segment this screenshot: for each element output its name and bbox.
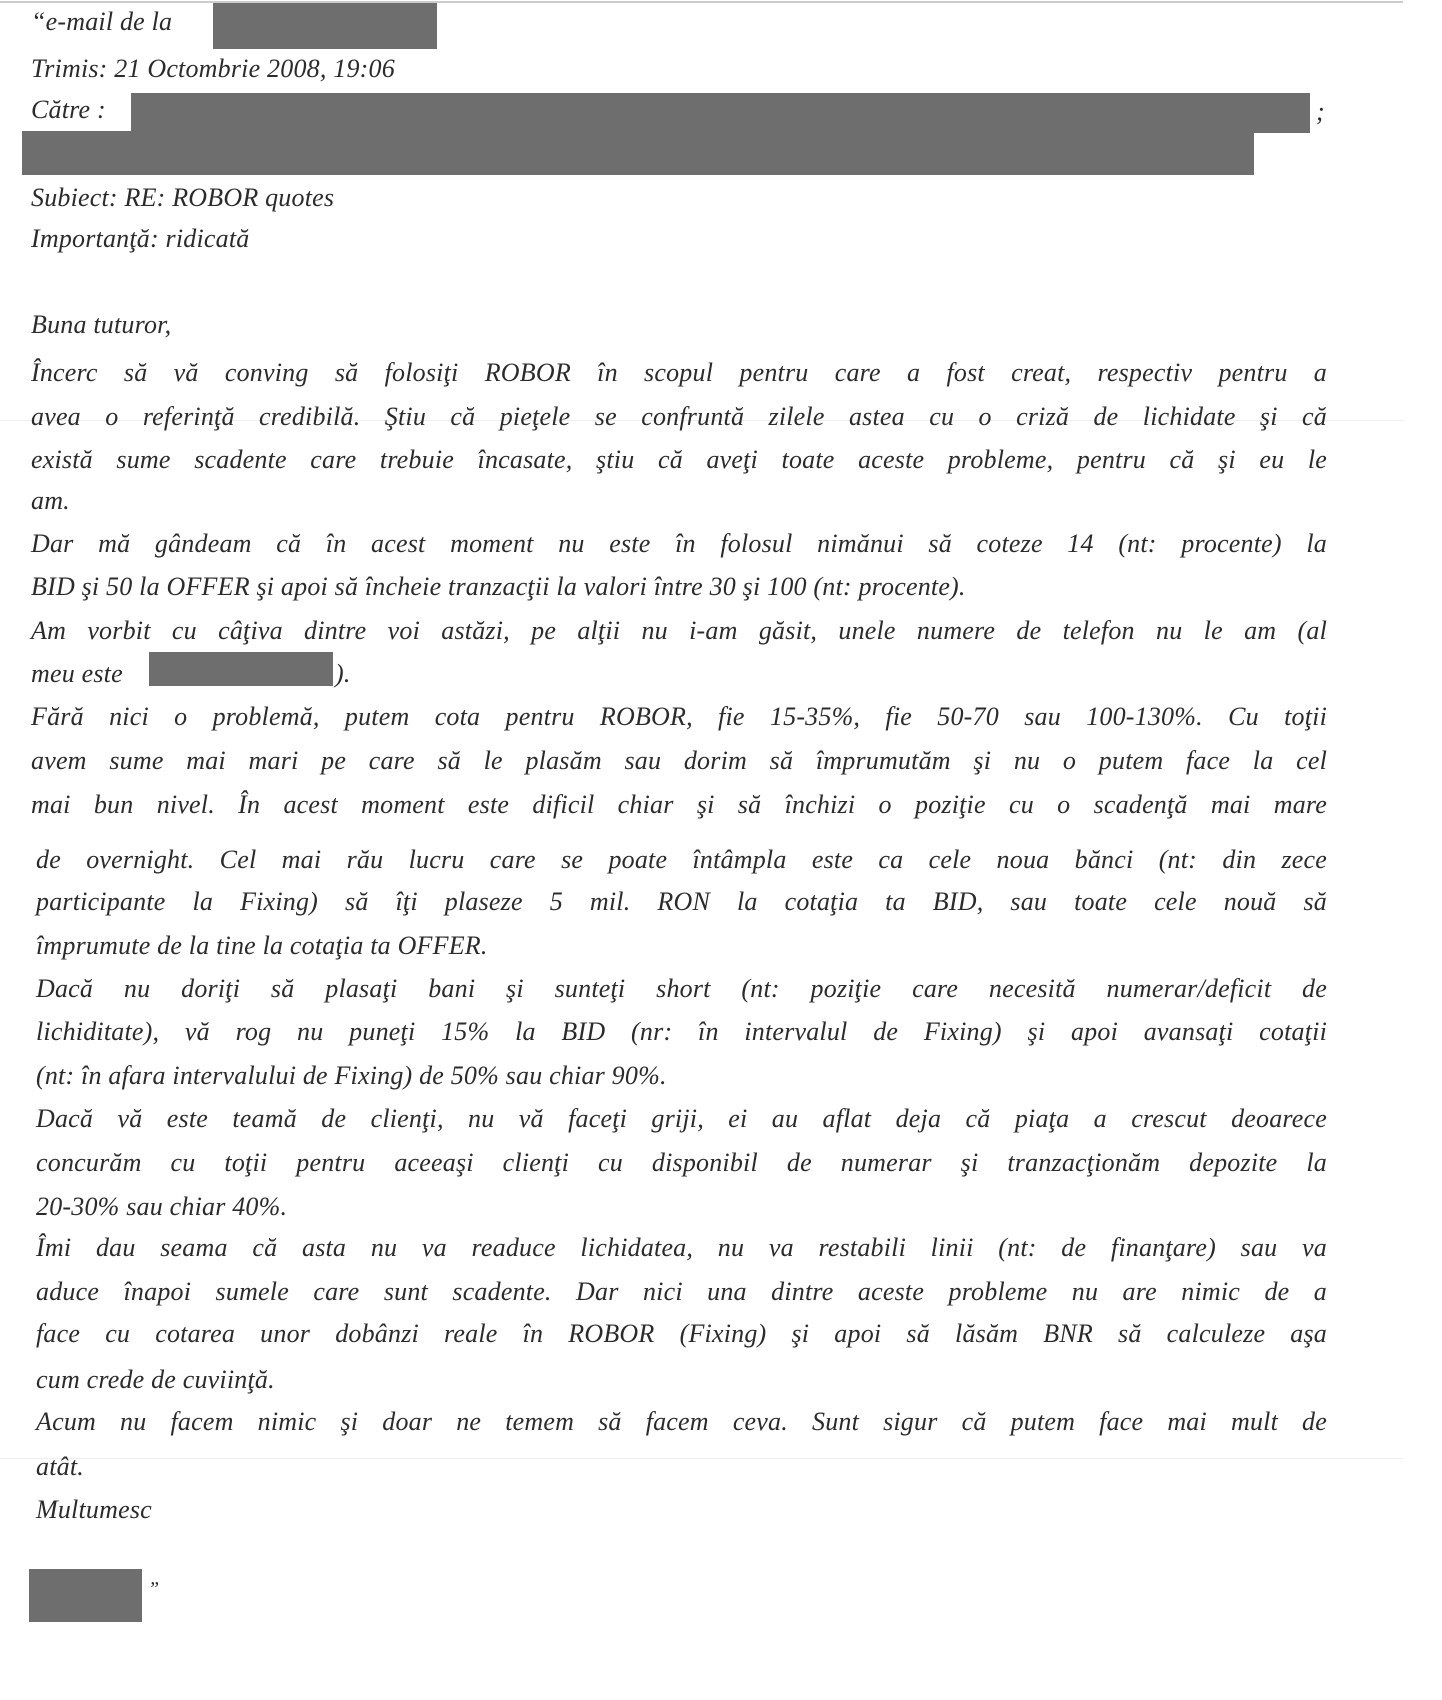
body-line: participante la Fixing) să îţi plaseze 5 mil. RON la cotaţia ta BID, sau toate cele nouă să bbox=[36, 887, 1327, 916]
body-line: împrumute de la tine la cotaţia ta OFFER. bbox=[36, 931, 488, 960]
redaction-phone bbox=[149, 652, 333, 686]
body-line: avea o referinţă credibilă. Ştiu că pieţele se confruntă zilele astea cu o criză de lichidate şi că bbox=[31, 402, 1327, 431]
body-line: (nt: în afara intervalului de Fixing) de 50% sau chiar 90%. bbox=[36, 1061, 667, 1090]
phone-end: ). bbox=[335, 659, 351, 688]
scan-fold-line bbox=[0, 1458, 1403, 1459]
greeting: Buna tuturor, bbox=[31, 310, 172, 339]
body-line: meu este bbox=[31, 659, 123, 688]
body-line: cum crede de cuviinţă. bbox=[36, 1365, 275, 1394]
subject: Subiect: RE: ROBOR quotes bbox=[31, 183, 335, 212]
body-line: Dacă nu doriţi să plasaţi bani şi sunteţi short (nt: poziţie care necesită numerar/deficit de bbox=[36, 974, 1327, 1003]
body-line: BID şi 50 la OFFER şi apoi să încheie tranzacţii la valori între 30 şi 100 (nt: procente). bbox=[31, 572, 966, 601]
scan-edge-line bbox=[0, 1, 1403, 3]
body-line: avem sume mai mari pe care să le plasăm sau dorim să împrumutăm şi nu o putem face la cel bbox=[31, 746, 1327, 775]
importance: Importanţă: ridicată bbox=[31, 224, 250, 253]
body-line: 20-30% sau chiar 40%. bbox=[36, 1192, 288, 1221]
body-line: Încerc să vă conving să folosiţi ROBOR în scopul pentru care a fost creat, respectiv pentru a bbox=[31, 358, 1327, 387]
body-line: Fără nici o problemă, putem cota pentru ROBOR, fie 15-35%, fie 50-70 sau 100-130%. Cu toţii bbox=[31, 702, 1327, 731]
body-line: Am vorbit cu câţiva dintre voi astăzi, pe alţii nu i-am găsit, unele numere de telefon nu le am (al bbox=[31, 616, 1327, 645]
redaction-recipients-2 bbox=[22, 131, 1254, 175]
body-line: lichiditate), vă rog nu puneţi 15% la BID (nr: în intervalul de Fixing) şi apoi avansaţi cotaţii bbox=[36, 1017, 1327, 1046]
body-line: Îmi dau seama că asta nu va readuce lichidatea, nu va restabili linii (nt: de finanţare) sau va bbox=[36, 1233, 1327, 1262]
body-line: există sume scadente care trebuie încasate, ştiu că aveţi toate aceste probleme, pentru că şi eu le bbox=[31, 445, 1327, 474]
redaction-sender bbox=[213, 3, 437, 49]
body-line: am. bbox=[31, 486, 70, 515]
body-line: de overnight. Cel mai rău lucru care se poate întâmpla este ca cele noua bănci (nt: din zece bbox=[36, 845, 1327, 874]
to-label: Către : bbox=[31, 95, 106, 124]
body-line: Dacă vă este teamă de clienţi, nu vă faceţi griji, ei au aflat deja că piaţa a crescut deoarece bbox=[36, 1104, 1327, 1133]
body-line: mai bun nivel. În acest moment este dificil chiar şi să închizi o poziţie cu o scadenţă mai mare bbox=[31, 790, 1327, 819]
sign-off: Multumesc bbox=[36, 1495, 152, 1524]
to-end: ; bbox=[1316, 97, 1325, 126]
sent-date: Trimis: 21 Octombrie 2008, 19:06 bbox=[31, 54, 395, 83]
body-line: concurăm cu toţii pentru aceeaşi clienţi cu disponibil de numerar şi tranzacţionăm depozite la bbox=[36, 1148, 1327, 1177]
closing-quote: ” bbox=[148, 1578, 160, 1600]
body-line: Acum nu facem nimic şi doar ne temem să facem ceva. Sunt sigur că putem face mai mult de bbox=[36, 1407, 1327, 1436]
redaction-signature bbox=[29, 1569, 142, 1622]
from-label: “e-mail de la bbox=[31, 7, 173, 36]
body-line: atât. bbox=[36, 1452, 84, 1481]
redaction-recipients bbox=[131, 93, 1310, 133]
body-line: face cu cotarea unor dobânzi reale în ROBOR (Fixing) şi apoi să lăsăm BNR să calculeze aşa bbox=[36, 1319, 1327, 1348]
body-line: Dar mă gândeam că în acest moment nu este în folosul nimănui să coteze 14 (nt: procente) la bbox=[31, 529, 1327, 558]
body-line: aduce înapoi sumele care sunt scadente. Dar nici una dintre aceste probleme nu are nimic de a bbox=[36, 1277, 1327, 1306]
